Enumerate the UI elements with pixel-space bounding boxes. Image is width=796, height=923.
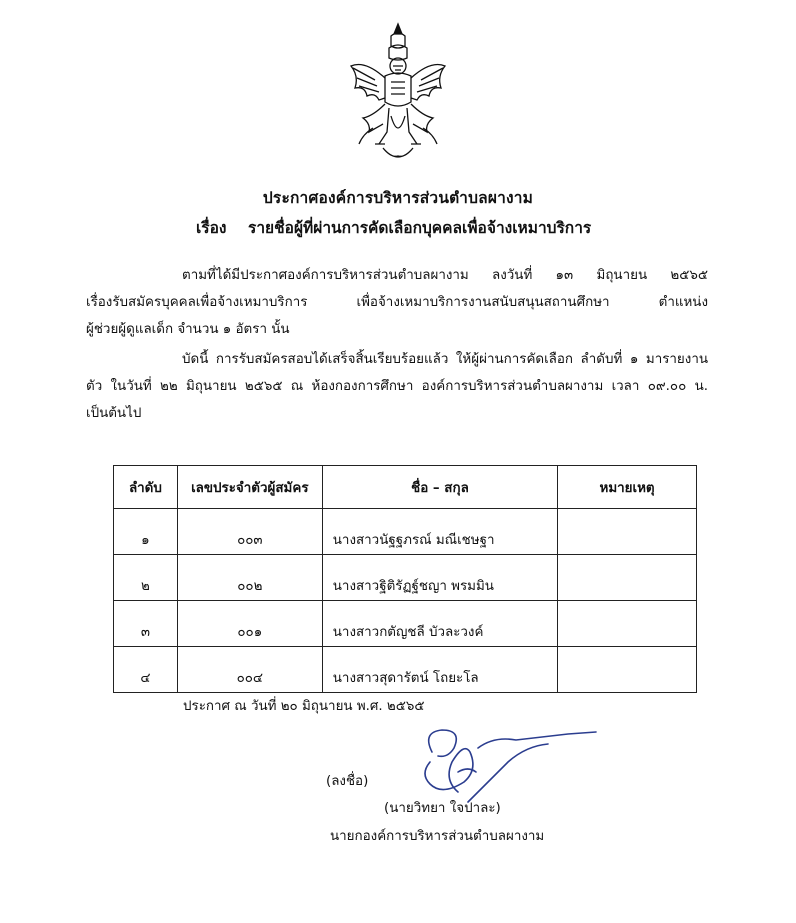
cell-name: นางสาวกตัญชลี บัวละวงค์ xyxy=(322,601,557,647)
signer-title: นายกองค์การบริหารส่วนตำบลผางาม xyxy=(330,829,545,844)
paragraph-line: เป็นต้นไป xyxy=(86,406,142,421)
document-topic xyxy=(196,215,591,240)
table-row xyxy=(114,601,697,647)
cell-order: ๔ xyxy=(114,647,178,693)
cell-order: ๒ xyxy=(114,555,178,601)
topic-label: เรื่อง xyxy=(196,219,227,237)
paragraph-line: ตามที่ได้มีประกาศองค์การบริหารส่วนตำบลผางาม ลงวันที่ ๑๓ มิถุนายน ๒๕๖๕ xyxy=(182,268,708,283)
table-row xyxy=(114,647,697,693)
garuda-emblem-icon xyxy=(345,20,451,170)
paragraph-line: บัดนี้ การรับสมัครสอบได้เสร็จสิ้นเรียบร้อยแล้ว ให้ผู้ผ่านการคัดเลือก ลำดับที่ ๑ มารายงาน xyxy=(182,352,708,367)
cell-applicant-id: ๐๐๑ xyxy=(177,601,322,647)
table-row xyxy=(114,555,697,601)
table-row xyxy=(114,509,697,555)
table-header-row xyxy=(114,466,697,509)
cell-order: ๓ xyxy=(114,601,178,647)
cell-note xyxy=(558,647,697,693)
signer-name: (นายวิทยา ใจปาละ) xyxy=(384,801,501,816)
cell-applicant-id: ๐๐๔ xyxy=(177,647,322,693)
sign-label: (ลงชื่อ) xyxy=(326,774,369,789)
cell-name: นางสาวสุดารัตน์ โถยะโล xyxy=(322,647,557,693)
cell-note xyxy=(558,601,697,647)
paragraph-line: ตัว ในวันที่ ๒๒ มิถุนายน ๒๕๖๕ ณ ห้องกองการศึกษา องค์การบริหารส่วนตำบลผางาม เวลา ๐๙.๐๐ น. xyxy=(86,379,708,394)
cell-applicant-id: ๐๐๒ xyxy=(177,555,322,601)
paragraph-1 xyxy=(86,262,708,343)
paragraph-2 xyxy=(86,346,708,427)
cell-order: ๑ xyxy=(114,509,178,555)
column-header-note: หมายเหตุ xyxy=(558,466,697,509)
cell-name: นางสาวนัฐฐภรณ์ มณีเชษฐา xyxy=(322,509,557,555)
column-header-applicant-id: เลขประจำตัวผู้สมัคร xyxy=(177,466,322,509)
column-header-name: ชื่อ – สกุล xyxy=(322,466,557,509)
applicants-table xyxy=(113,465,697,693)
announcement-date: ประกาศ ณ วันที่ ๒๐ มิถุนายน พ.ศ. ๒๕๖๕ xyxy=(183,699,425,714)
paragraph-line: ผู้ช่วยผู้ดูแลเด็ก จำนวน ๑ อัตรา นั้น xyxy=(86,322,290,337)
cell-note xyxy=(558,555,697,601)
paragraph-line: เรื่องรับสมัครบุคคลเพื่อจ้างเหมาบริการ เพื่อจ้างเหมาบริการงานสนับสนุนสถานศึกษา ตำแหน่ง xyxy=(86,295,708,310)
topic-text: รายชื่อผู้ที่ผ่านการคัดเลือกบุคคลเพื่อจ้างเหมาบริการ xyxy=(248,219,592,237)
column-header-order: ลำดับ xyxy=(114,466,178,509)
document-title: ประกาศองค์การบริหารส่วนตำบลผางาม xyxy=(262,189,534,207)
cell-note xyxy=(558,509,697,555)
cell-name: นางสาวฐิติรัฏฐ์ชญา พรมมิน xyxy=(322,555,557,601)
cell-applicant-id: ๐๐๓ xyxy=(177,509,322,555)
